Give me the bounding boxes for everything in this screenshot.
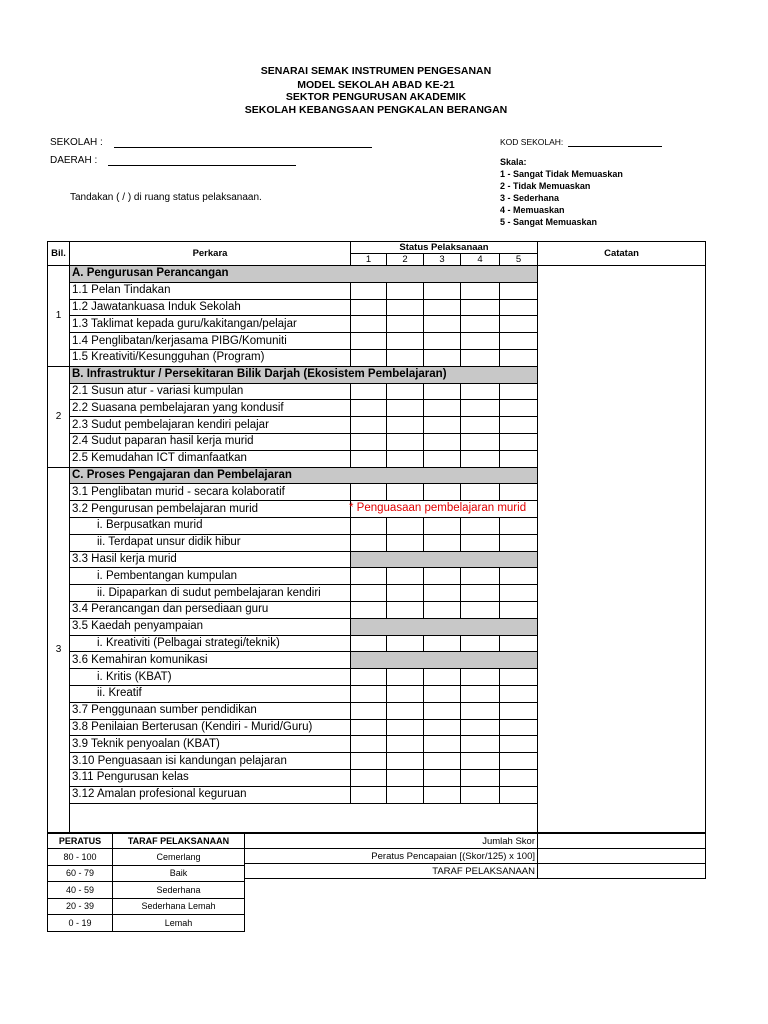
- score-cell-2[interactable]: [387, 349, 424, 366]
- score-cell-4[interactable]: [461, 299, 500, 316]
- score-cell-2[interactable]: [387, 635, 424, 652]
- score-cell-4[interactable]: [461, 585, 500, 602]
- item-label: 3.1 Penglibatan murid - secara kolaboratif: [70, 484, 351, 501]
- item-label: 2.3 Sudut pembelajaran kendiri pelajar: [70, 417, 351, 434]
- daerah-field: [50, 155, 296, 166]
- score-cell-2[interactable]: [387, 299, 424, 316]
- item-label: 2.1 Susun atur - variasi kumpulan: [70, 383, 351, 400]
- skala-item: 5 - Sangat Memuaskan: [500, 217, 598, 227]
- perkara-header: Perkara: [70, 242, 351, 266]
- status-header: Status Pelaksanaan: [351, 242, 538, 254]
- taraf-pelaksanaan-label: TARAF PELAKSANAAN: [245, 864, 538, 879]
- score-cell-2[interactable]: [387, 769, 424, 786]
- score-cell-3[interactable]: [424, 719, 461, 736]
- score-cell-3[interactable]: [424, 299, 461, 316]
- score-cell-3[interactable]: [424, 786, 461, 803]
- score-cell-4[interactable]: [461, 349, 500, 366]
- taraf-header: TARAF PELAKSANAAN: [113, 834, 245, 849]
- item-label: 3.11 Pengurusan kelas: [70, 769, 351, 786]
- score-cell-1[interactable]: [351, 534, 387, 551]
- score-cell-1[interactable]: [351, 669, 387, 686]
- score-cell-4[interactable]: [461, 736, 500, 753]
- score-cell-2[interactable]: [387, 786, 424, 803]
- section-bil: 2: [48, 366, 70, 467]
- item-label: 1.4 Penglibatan/kerjasama PIBG/Komuniti: [70, 333, 351, 350]
- item-label: 1.5 Kreativiti/Kesungguhan (Program): [70, 349, 351, 366]
- section-bil: 1: [48, 266, 70, 367]
- score-cell-2[interactable]: [387, 417, 424, 434]
- score-cell-4[interactable]: [461, 786, 500, 803]
- score-cell-3[interactable]: [424, 316, 461, 333]
- score-cell-1[interactable]: [351, 299, 387, 316]
- instruction-text: Tandakan ( / ) di ruang status pelaksanaan.: [70, 192, 262, 203]
- item-label: ii. Dipaparkan di sudut pembelajaran kendiri: [70, 585, 351, 602]
- score-cell-3[interactable]: [424, 601, 461, 618]
- item-label: 1.3 Taklimat kepada guru/kakitangan/pelajar: [70, 316, 351, 333]
- score-cell-3[interactable]: [424, 400, 461, 417]
- skor-table: [244, 833, 706, 879]
- score-cell-1[interactable]: [351, 383, 387, 400]
- score-cell-4[interactable]: [461, 333, 500, 350]
- score-header-1: 1: [351, 254, 387, 266]
- peratus-header: PERATUS: [48, 834, 113, 849]
- score-header-5: 5: [500, 254, 538, 266]
- score-cell-2[interactable]: [387, 484, 424, 501]
- score-cell-1[interactable]: [351, 433, 387, 450]
- catatan-header: Catatan: [538, 242, 706, 266]
- item-label: 2.5 Kemudahan ICT dimanfaatkan: [70, 450, 351, 467]
- daerah-label: DAERAH :: [50, 155, 98, 166]
- taraf-pelaksanaan-cell[interactable]: [538, 864, 706, 879]
- peratus-range: 20 - 39: [48, 898, 113, 915]
- item-label: 3.3 Hasil kerja murid: [70, 551, 351, 568]
- item-label: 3.12 Amalan profesional keguruan: [70, 786, 351, 803]
- daerah-input-line[interactable]: [108, 165, 296, 166]
- score-cell-1[interactable]: [351, 568, 387, 585]
- score-cell-5[interactable]: [500, 383, 538, 400]
- item-label: 3.4 Perancangan dan persediaan guru: [70, 601, 351, 618]
- score-cell-5[interactable]: [500, 736, 538, 753]
- disabled-score-cell: [351, 652, 538, 669]
- score-cell-1[interactable]: [351, 769, 387, 786]
- score-cell-2[interactable]: [387, 534, 424, 551]
- item-label: 2.4 Sudut paparan hasil kerja murid: [70, 433, 351, 450]
- checklist-table: [47, 241, 706, 833]
- score-cell-5[interactable]: [500, 450, 538, 467]
- score-cell-2[interactable]: [387, 702, 424, 719]
- score-cell-3[interactable]: [424, 534, 461, 551]
- item-label: 3.2 Pengurusan pembelajaran murid: [70, 501, 351, 518]
- score-cell-2[interactable]: [387, 685, 424, 702]
- score-cell-4[interactable]: [461, 685, 500, 702]
- score-cell-3[interactable]: [424, 333, 461, 350]
- score-cell-3[interactable]: [424, 433, 461, 450]
- score-cell-3[interactable]: [424, 484, 461, 501]
- item-label: 3.6 Kemahiran komunikasi: [70, 652, 351, 669]
- catatan-cell[interactable]: [538, 266, 706, 833]
- score-cell-3[interactable]: [424, 568, 461, 585]
- item-label: 1.1 Pelan Tindakan: [70, 282, 351, 299]
- score-cell-3[interactable]: [424, 685, 461, 702]
- score-cell-1[interactable]: [351, 702, 387, 719]
- skala-title: Skala:: [500, 157, 527, 167]
- item-label: 3.10 Penguasaan isi kandungan pelajaran: [70, 753, 351, 770]
- title-line-2: MODEL SEKOLAH ABAD KE-21: [297, 79, 455, 91]
- skala-item: 4 - Memuaskan: [500, 205, 565, 215]
- section-title: B. Infrastruktur / Persekitaran Bilik Darjah (Ekosistem Pembelajaran): [70, 366, 538, 383]
- score-cell-3[interactable]: [424, 736, 461, 753]
- item-label: 2.2 Suasana pembelajaran yang kondusif: [70, 400, 351, 417]
- section-bil: 3: [48, 467, 70, 832]
- score-cell-1[interactable]: [351, 282, 387, 299]
- sekolah-label: SEKOLAH :: [50, 137, 103, 148]
- score-cell-4[interactable]: [461, 635, 500, 652]
- taraf-value: Sederhana: [113, 882, 245, 899]
- score-cell-1[interactable]: [351, 316, 387, 333]
- score-cell-5[interactable]: [500, 417, 538, 434]
- score-cell-1[interactable]: [351, 685, 387, 702]
- score-header-2: 2: [387, 254, 424, 266]
- score-cell-5[interactable]: [500, 719, 538, 736]
- score-cell-1[interactable]: [351, 417, 387, 434]
- score-cell-4[interactable]: [461, 568, 500, 585]
- score-cell-2[interactable]: [387, 316, 424, 333]
- score-cell-1[interactable]: [351, 601, 387, 618]
- item-label: i. Kreativiti (Pelbagai strategi/teknik): [70, 635, 351, 652]
- item-label: i. Pembentangan kumpulan: [70, 568, 351, 585]
- score-cell-1[interactable]: [351, 333, 387, 350]
- score-cell-5[interactable]: [500, 786, 538, 803]
- skala-item: 3 - Sederhana: [500, 193, 560, 203]
- score-cell-4[interactable]: [461, 534, 500, 551]
- score-cell-5[interactable]: [500, 601, 538, 618]
- score-header-4: 4: [461, 254, 500, 266]
- kod-sekolah-field: [500, 137, 662, 147]
- score-cell-5[interactable]: [500, 635, 538, 652]
- score-cell-1[interactable]: [351, 635, 387, 652]
- score-cell-2[interactable]: [387, 433, 424, 450]
- score-cell-4[interactable]: [461, 484, 500, 501]
- peratus-range: 60 - 79: [48, 865, 113, 882]
- item-label: ii. Terdapat unsur didik hibur: [70, 534, 351, 551]
- score-cell-3[interactable]: [424, 585, 461, 602]
- bil-header: Bil.: [48, 242, 70, 266]
- score-cell-2[interactable]: [387, 333, 424, 350]
- item-label: 3.5 Kaedah penyampaian: [70, 618, 351, 635]
- score-cell-5[interactable]: [500, 433, 538, 450]
- score-cell-1[interactable]: [351, 349, 387, 366]
- blank-row: [70, 803, 538, 832]
- score-cell-2[interactable]: [387, 585, 424, 602]
- skala-item: 2 - Tidak Memuaskan: [500, 181, 591, 191]
- taraf-value: Cemerlang: [113, 849, 245, 866]
- score-cell-2[interactable]: [387, 719, 424, 736]
- score-cell-4[interactable]: [461, 282, 500, 299]
- item-label: 3.7 Penggunaan sumber pendidikan: [70, 702, 351, 719]
- peratus-range: 0 - 19: [48, 915, 113, 932]
- score-cell-2[interactable]: [387, 383, 424, 400]
- score-cell-4[interactable]: [461, 753, 500, 770]
- score-cell-3[interactable]: [424, 702, 461, 719]
- score-cell-2[interactable]: [387, 568, 424, 585]
- score-cell-3[interactable]: [424, 349, 461, 366]
- sekolah-input-line[interactable]: [114, 147, 372, 148]
- score-cell-5[interactable]: [500, 585, 538, 602]
- section-title: A. Pengurusan Perancangan: [70, 266, 538, 283]
- score-cell-3[interactable]: [424, 669, 461, 686]
- peratus-pencapaian-label: Peratus Pencapaian [(Skor/125) x 100]: [245, 849, 538, 864]
- score-cell-4[interactable]: [461, 433, 500, 450]
- score-cell-3[interactable]: [424, 282, 461, 299]
- jumlah-skor-cell[interactable]: [538, 834, 706, 849]
- title-line-1: SENARAI SEMAK INSTRUMEN PENGESANAN: [260, 65, 492, 77]
- score-cell-4[interactable]: [461, 383, 500, 400]
- section-title: C. Proses Pengajaran dan Pembelajaran: [70, 467, 538, 484]
- sekolah-field: [50, 137, 372, 148]
- score-cell-5[interactable]: [500, 400, 538, 417]
- score-cell-5[interactable]: [500, 484, 538, 501]
- note-cell: [351, 501, 538, 518]
- score-cell-1[interactable]: [351, 719, 387, 736]
- score-cell-3[interactable]: [424, 517, 461, 534]
- score-cell-2[interactable]: [387, 736, 424, 753]
- score-cell-5[interactable]: [500, 349, 538, 366]
- score-cell-1[interactable]: [351, 585, 387, 602]
- score-cell-3[interactable]: [424, 753, 461, 770]
- score-cell-1[interactable]: [351, 736, 387, 753]
- score-cell-4[interactable]: [461, 400, 500, 417]
- score-cell-4[interactable]: [461, 417, 500, 434]
- peratus-pencapaian-cell[interactable]: [538, 849, 706, 864]
- peratus-range: 80 - 100: [48, 849, 113, 866]
- score-cell-5[interactable]: [500, 568, 538, 585]
- taraf-table: [47, 833, 245, 932]
- score-cell-5[interactable]: [500, 282, 538, 299]
- score-cell-5[interactable]: [500, 685, 538, 702]
- score-cell-5[interactable]: [500, 702, 538, 719]
- score-cell-2[interactable]: [387, 400, 424, 417]
- disabled-score-cell: [351, 618, 538, 635]
- score-cell-5[interactable]: [500, 769, 538, 786]
- score-cell-3[interactable]: [424, 450, 461, 467]
- taraf-value: Baik: [113, 865, 245, 882]
- score-cell-1[interactable]: [351, 450, 387, 467]
- score-cell-3[interactable]: [424, 769, 461, 786]
- note-red: * Penguasaan pembelajaran murid: [349, 502, 527, 515]
- score-cell-4[interactable]: [461, 601, 500, 618]
- item-label: ii. Kreatif: [70, 685, 351, 702]
- kod-sekolah-input-line[interactable]: [568, 146, 662, 147]
- score-cell-5[interactable]: [500, 753, 538, 770]
- score-cell-4[interactable]: [461, 719, 500, 736]
- checklist-body: [48, 242, 706, 833]
- score-cell-5[interactable]: [500, 517, 538, 534]
- score-cell-3[interactable]: [424, 383, 461, 400]
- score-cell-3[interactable]: [424, 635, 461, 652]
- item-label: 1.2 Jawatankuasa Induk Sekolah: [70, 299, 351, 316]
- score-header-3: 3: [424, 254, 461, 266]
- score-cell-4[interactable]: [461, 517, 500, 534]
- score-cell-5[interactable]: [500, 316, 538, 333]
- title-line-3: SEKTOR PENGURUSAN AKADEMIK: [285, 91, 467, 103]
- skala-legend: [500, 156, 623, 228]
- score-cell-4[interactable]: [461, 669, 500, 686]
- score-cell-2[interactable]: [387, 517, 424, 534]
- score-cell-2[interactable]: [387, 669, 424, 686]
- score-cell-2[interactable]: [387, 753, 424, 770]
- score-cell-2[interactable]: [387, 450, 424, 467]
- title-line-4: SEKOLAH KEBANGSAAN PENGKALAN BERANGAN: [244, 104, 508, 116]
- score-cell-1[interactable]: [351, 517, 387, 534]
- score-cell-5[interactable]: [500, 333, 538, 350]
- score-cell-4[interactable]: [461, 316, 500, 333]
- taraf-value: Lemah: [113, 915, 245, 932]
- score-cell-1[interactable]: [351, 753, 387, 770]
- taraf-value: Sederhana Lemah: [113, 898, 245, 915]
- score-cell-4[interactable]: [461, 450, 500, 467]
- score-cell-1[interactable]: [351, 400, 387, 417]
- score-cell-4[interactable]: [461, 702, 500, 719]
- score-cell-5[interactable]: [500, 299, 538, 316]
- score-cell-1[interactable]: [351, 484, 387, 501]
- score-cell-5[interactable]: [500, 534, 538, 551]
- score-cell-1[interactable]: [351, 786, 387, 803]
- disabled-score-cell: [351, 551, 538, 568]
- item-label: 3.8 Penilaian Berterusan (Kendiri - Murid/Guru): [70, 719, 351, 736]
- item-label: 3.9 Teknik penyoalan (KBAT): [70, 736, 351, 753]
- item-label: i. Berpusatkan murid: [70, 517, 351, 534]
- score-cell-2[interactable]: [387, 601, 424, 618]
- jumlah-skor-label: Jumlah Skor: [245, 834, 538, 849]
- score-cell-3[interactable]: [424, 417, 461, 434]
- skala-item: 1 - Sangat Tidak Memuaskan: [500, 169, 623, 179]
- score-cell-5[interactable]: [500, 669, 538, 686]
- score-cell-2[interactable]: [387, 282, 424, 299]
- kod-sekolah-label: KOD SEKOLAH:: [500, 137, 564, 147]
- peratus-range: 40 - 59: [48, 882, 113, 899]
- item-label: i. Kritis (KBAT): [70, 669, 351, 686]
- score-cell-4[interactable]: [461, 769, 500, 786]
